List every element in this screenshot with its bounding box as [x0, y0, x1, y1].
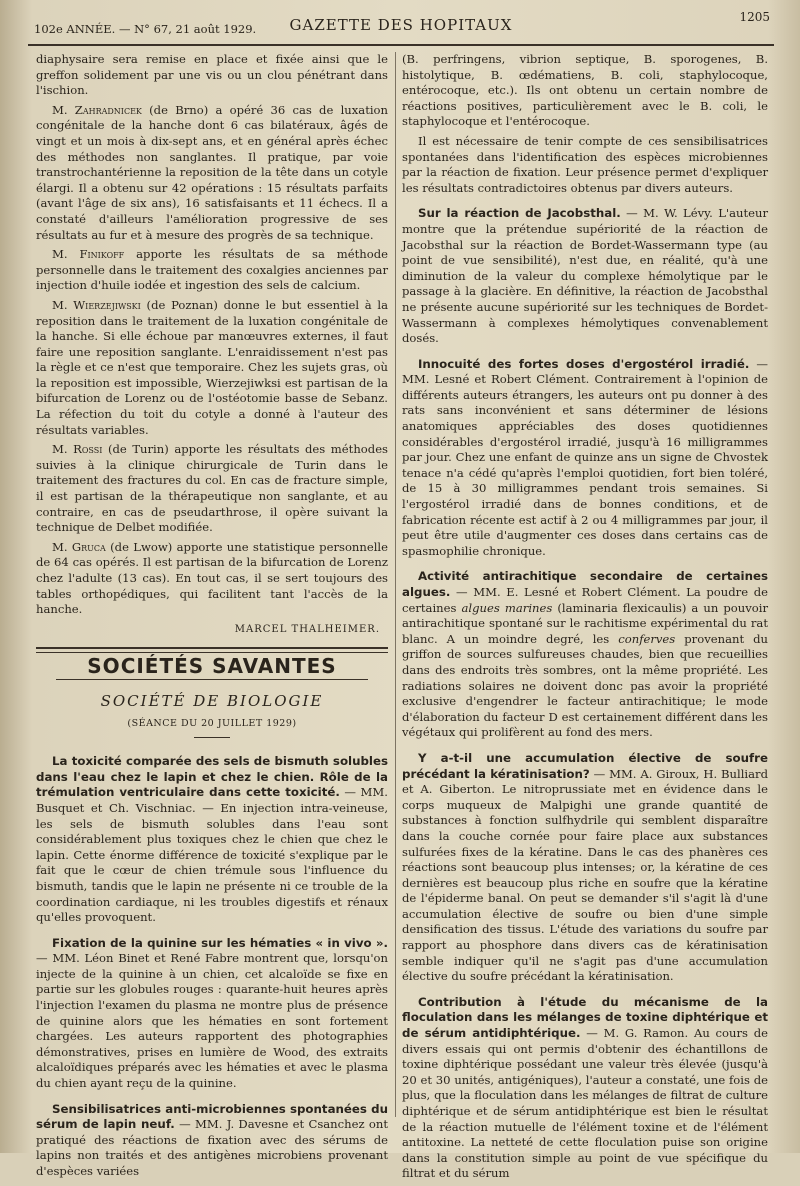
- signature: MARCEL THALHEIMER.: [234, 623, 380, 635]
- page-number: 1205: [739, 10, 770, 24]
- author-name: M. Zahradnicek: [52, 102, 142, 117]
- article-authors: — M. G. Ramon.: [586, 1026, 689, 1041]
- paragraph: diaphysaire sera remise en place et fixée ainsi que le greffon solidement par une vis ou un clou pénétrant dans l'ischion.: [36, 52, 388, 98]
- article-authors: — MM. Busquet et Ch. Vischniac.: [36, 785, 388, 815]
- title-underline: [56, 679, 368, 680]
- paragraph: M. Wierzejiwski (de Poznan) donne le but essentiel à la reposition dans le traitement de la luxation congénitale de la hanche. Si elle échoue par manœuvres externes, il faut faire une reposition sanglante. L'enraidissement n'est pas la règle et ce n'est que temporaire. Chez les sujets gras, où la reposition est impossible, Wierzejiwksi est partisan de la bifurcation de Lorenz ou de l'ostéotomie basse de Sebanz. La réfection du toit du cotyle a donné à l'auteur des résultats variables.: [36, 297, 389, 437]
- article-authors: — MM. Lesné et Robert Clément.: [402, 356, 769, 387]
- article-authors: — M. W. Lévy.: [626, 206, 713, 221]
- article-authors: — MM. J. Davesne et Csanchez: [179, 1117, 365, 1132]
- article-title: Fixation de la quinine sur les hématies « in vivo ».: [52, 935, 388, 950]
- article: Contribution à l'étude du mécanisme de la floculation dans les mélanges de toxine diphtérique et de sérum antidiphtérique. — M. G. Ramon. Au cours de divers essais qui ont permis d'obtenir des échantillons de toxine diphtérique possédant une valeur très élevée (jusqu'à 20 et 30 unités, antigéniques), l'auteur a constaté, une fois de plus, que la floculation dans les mélanges de filtrat de culture diphtérique et de sérum antidiphtérique est bien le résultat de la réaction mutuelle de l'élément toxine et de l'élément antitoxine. La netteté de cette floculation puise son origine dans la constitution simple au point de vue spécifique du filtrat et du sérum: [402, 994, 769, 1181]
- article-title: Contribution à l'étude du mécanisme de la floculation dans les mélanges de toxine diphtérique et de sérum antidiphtérique.: [402, 994, 768, 1041]
- article: Innocuité des fortes doses d'ergostérol irradié. — MM. Lesné et Robert Clément. Contrairement à l'opinion de différents auteurs étrangers, les auteurs ont pu donner à des rats sans inconvénient et sans déterminer de lésions anatomiques appréciables des doses quotidiennes considérables d'ergostérol irradié, jusqu'à 16 milligrammes par jour. Chez une enfant de quinze ans un signe de Chvostek tenace n'a cédé qu'après l'emploi quotidien, fort bien toléré, de 15 à 30 milligrammes pendant trois semaines. Si l'ergostérol irradié dans de bonnes conditions, et de fabrication récente est actif à 2 ou 4 milligrammes par jour, il peut être utile d'augmenter ces doses dans certains cas de spasmophilie chronique.: [402, 356, 769, 558]
- society-name: SOCIÉTÉ DE BIOLOGIE: [100, 691, 324, 710]
- session-date: (SÉANCE DU 20 JUILLET 1929): [127, 717, 297, 729]
- author-name: M. Gruca: [52, 539, 106, 554]
- article: Sensibilisatrices anti-microbiennes spontanées du sérum de lapin neuf. — MM. J. Davesne et Csanchez ont pratiqué des réactions de fixation avec des sérums de lapins non traités et des antigènes microbiens provenant d'espèces variées: [36, 1101, 388, 1178]
- article-title: Innocuité des fortes doses d'ergostérol irradié.: [418, 356, 750, 371]
- article-title: Y a-t-il une accumulation élective de soufre précédant la kératinisation?: [402, 750, 768, 781]
- paragraph: Il est nécessaire de tenir compte de ces sensibilisatrices spontanées dans l'identification des espèces microbiennes par la réaction de fixation. Leur présence permet d'expliquer les résultats contradictoires obtenus par divers auteurs.: [402, 133, 768, 195]
- section-title: SOCIÉTÉS SAVANTES: [87, 654, 337, 679]
- article: La toxicité comparée des sels de bismuth solubles dans l'eau chez le lapin et chez le chien. Rôle de la trémulation ventriculaire dans cette toxicité. — MM. Busquet et Ch. Vischniac. — En injection intra-veineuse, les sels de bismuth solubles dans l'eau sont considérablement plus toxiques chez le chien que chez le lapin. Cette énorme différence de toxicité s'explique par le fait que le cœur de chien trémule sous l'influence du bismuth, tandis que le lapin ne présente ni ce trouble de la coordination cardiaque, ni les troubles digestifs et rénaux qu'elles provoquent.: [36, 754, 389, 925]
- article-title: Sur la réaction de Jacobsthal.: [418, 206, 621, 221]
- column-divider: [395, 52, 396, 1117]
- small-divider: [194, 737, 230, 738]
- paragraph: (B. perfringens, vibrion septique, B. sporogenes, B. histolytique, B. œdématiens, B. coli, staphylocoque, entérocoque, etc.). Ils ont obtenu un certain nombre de réactions positives, particulièrement avec le B. coli, le staphylocoque et l'entérocoque.: [402, 52, 768, 129]
- article-authors: — MM. A. Giroux, H. Bulliard et A. Giberton.: [402, 766, 768, 797]
- page-header: [28, 10, 774, 46]
- left-column: [36, 52, 388, 1184]
- article-authors: — MM. E. Lesné et Robert Clément.: [455, 585, 681, 599]
- paragraph: M. Finikoff apporte les résultats de sa méthode personnelle dans le traitement des coxalgies anciennes par injection d'huile iodée et ingestion des sels de calcium.: [36, 247, 389, 293]
- author-name: M. Wierzejiwski: [52, 297, 141, 312]
- article: Y a-t-il une accumulation élective de soufre précédant la kératinisation? — MM. A. Giroux, H. Bulliard et A. Giberton. Le nitroprussiate met en évidence dans le corps muqueux de Malpighi une grande quantité de substances à fonction sulfhydrile qui semblent disparaître dans la couche cornée pour faire place aux substances sulfurées fixes de la kératine. Dans le cas des phanères ces réactions sont beaucoup plus intenses; or, la kératine de ces dernières est beaucoup plus riche en soufre que la kératine de l'épiderme banal. On peut se demander s'il s'agit là d'une accumulation élective de soufre ou bien d'une simple densification des tissus. L'étude des variations du soufre par rapport au phosphore dans divers cas de kératinisation semble indiquer qu'il ne s'agit pas d'une accumulation élective du soufre précédant la kératinisation.: [402, 750, 768, 984]
- paragraph: M. Gruca (de Lwow) apporte une statistique personnelle de 64 cas opérés. Il est partisan de la bifurcation de Lorenz chez l'adulte (13 cas). En tout cas, il se sert toujours des tables orthopédiques, qui facilitent tant l'accès de la hanche.: [36, 539, 388, 617]
- article-title: Sensibilisatrices anti-microbiennes spontanées du sérum de lapin neuf.: [36, 1101, 388, 1132]
- right-column: [402, 52, 768, 1186]
- section-rule: [36, 647, 388, 653]
- article: Activité antirachitique secondaire de certaines algues. — MM. E. Lesné et Robert Clément. La poudre de certaines algues marines (laminaria flexicaulis) a un pouvoir antirachitique spontané sur le rachitisme expérimental du rat blanc. A un moindre degré, les conferves provenant du griffon de sources sulfureuses chaudes, bien que recueillies dans des endroits très sombres, ont la même propriété. Les radiations solaires ne doivent donc pas avoir la propriété exclusive d'engendrer le facteur antirachitique; le mode d'élaboration du facteur D est certainement différent dans les végétaux qui prolifèrent au fond des mers.: [402, 569, 768, 740]
- article-title: Activité antirachitique secondaire de certaines algues.: [402, 569, 768, 599]
- journal-title: GAZETTE DES HOPITAUX: [289, 16, 513, 34]
- author-name: M. Rossi: [52, 442, 103, 457]
- article-title: La toxicité comparée des sels de bismuth solubles dans l'eau chez le lapin et chez le chien. Rôle de la trémulation ventriculaire dans cette toxicité.: [36, 754, 388, 800]
- article-authors: — MM. Léon Binet et René Fabre: [36, 951, 240, 966]
- issue-info: 102e ANNÉE. — N° 67, 21 août 1929.: [34, 22, 257, 36]
- paragraph: M. Zahradnicek (de Brno) a opéré 36 cas de luxation congénitale de la hanche dont 6 cas bilatéraux, âgés de vingt et un mois à dix-sept ans, et en général après échec des méthodes non sanglantes. Il pratique, par voie transtrochantérienne la reposition de la tête dans un cotyle élargi. Il a obtenu sur 42 opérations : 15 résultats parfaits (avant l'âge de six ans), 16 satisfaisants et 11 échecs. Il a constaté d'ailleurs l'amélioration progressive de ses résultats au fur et à mesure des progrès de sa technique.: [36, 102, 389, 242]
- article: Sur la réaction de Jacobsthal. — M. W. Lévy. L'auteur montre que la prétendue supériorité de la réaction de Jacobsthal sur la réaction de Bordet-Wassermann type (au point de vue sensibilité), n'est due, en réalité, qu'à une diminution de la valeur du complexe hémolytique par le passage à la glacière. En définitive, la réaction de Jacobsthal ne présente aucune supériorité sur les techniques de Bordet-Wassermann à complexes hémolytiques convenablement dosés.: [402, 206, 769, 346]
- author-name: M. Finikoff: [52, 247, 125, 262]
- article: Fixation de la quinine sur les hématies « in vivo ». — MM. Léon Binet et René Fabre montrent que, lorsqu'on injecte de la quinine à un chien, cet alcaloïde se fixe en partie sur les globules rouges : quarante-huit heures après l'injection l'examen du plasma ne montre plus de présence de quinine alors que les hématies en sont fortement chargées. Les auteurs rapportent des photographies démonstratives, prises en lumière de Wood, des extraits alcaloïdiques préparés avec les hématies et avec le plasma du chien ayant reçu de la quinine.: [36, 935, 389, 1091]
- paragraph: M. Rossi (de Turin) apporte les résultats des méthodes suivies à la clinique chirurgicale de Turin dans le traitement des fractures du col. En cas de fracture simple, il est partisan de la thérapeutique non sanglante, et au contraire, en cas de pseudarthrose, il opère suivant la technique de Delbet modifiée.: [36, 442, 388, 535]
